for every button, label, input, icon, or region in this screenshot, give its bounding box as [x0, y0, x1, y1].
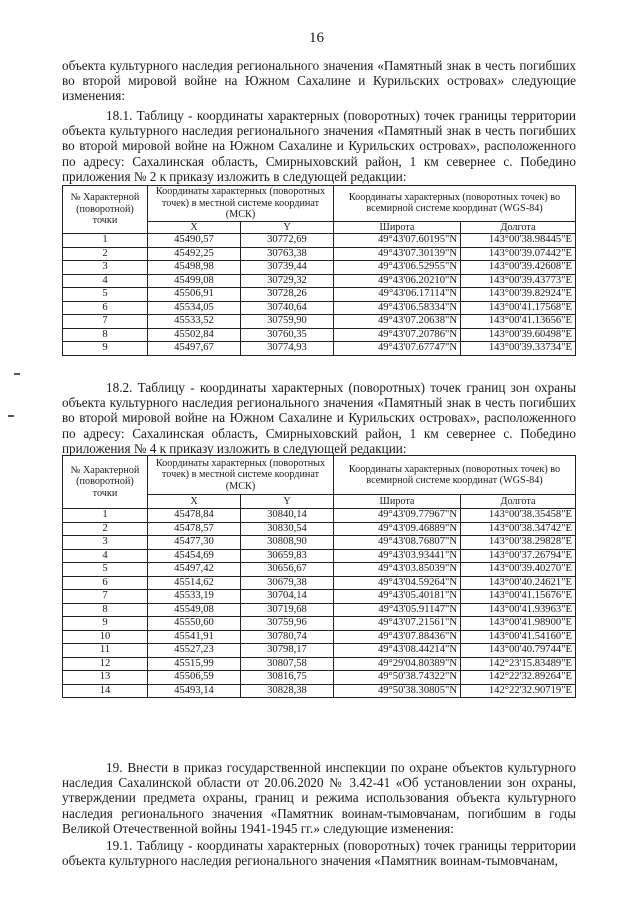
- table-row: [63, 288, 576, 302]
- header-y: Y: [241, 495, 334, 509]
- longitude-cell: 143°00'40.24621"E: [461, 576, 576, 590]
- table-row: [63, 617, 576, 631]
- longitude-cell: 143°00'39.33734"E: [461, 342, 576, 356]
- latitude-cell: 49°43'05.40181"N: [334, 590, 461, 604]
- header-longitude: Долгота: [461, 221, 576, 234]
- x-cell: 45549,08: [148, 603, 241, 617]
- table-row: [63, 590, 576, 604]
- latitude-cell: 49°43'07.60195"N: [334, 234, 461, 248]
- latitude-cell: 49°43'08.76807"N: [334, 536, 461, 550]
- latitude-cell: 49°43'07.67747"N: [334, 342, 461, 356]
- y-cell: 30828,38: [241, 684, 334, 698]
- longitude-cell: 143°00'39.40270"E: [461, 563, 576, 577]
- y-cell: 30780,74: [241, 630, 334, 644]
- longitude-cell: 143°00'39.82924"E: [461, 288, 576, 302]
- x-cell: 45534,05: [148, 301, 241, 315]
- latitude-cell: 49°43'07.20638"N: [334, 315, 461, 329]
- y-cell: 30659,83: [241, 549, 334, 563]
- x-cell: 45506,59: [148, 671, 241, 685]
- x-cell: 45533,19: [148, 590, 241, 604]
- y-cell: 30772,69: [241, 234, 334, 248]
- y-cell: 30798,17: [241, 644, 334, 658]
- longitude-cell: 143°00'39.42608"E: [461, 261, 576, 275]
- longitude-cell: 143°00'38.98445"E: [461, 234, 576, 248]
- longitude-cell: 143°00'39.60498"E: [461, 328, 576, 342]
- longitude-cell: 143°00'41.13656"E: [461, 315, 576, 329]
- table-row: [63, 328, 576, 342]
- latitude-cell: 49°43'05.91147"N: [334, 603, 461, 617]
- x-cell: 45515,99: [148, 657, 241, 671]
- table-row: [63, 509, 576, 523]
- point-number-cell: 9: [63, 617, 148, 631]
- point-number-cell: 8: [63, 603, 148, 617]
- coordinates-table-zones: [62, 455, 576, 698]
- y-cell: 30740,64: [241, 301, 334, 315]
- y-cell: 30728,26: [241, 288, 334, 302]
- x-cell: 45492,25: [148, 247, 241, 261]
- table-row: [63, 536, 576, 550]
- table-row: [63, 657, 576, 671]
- point-number-cell: 4: [63, 549, 148, 563]
- point-number-cell: 7: [63, 315, 148, 329]
- table-row: [63, 603, 576, 617]
- point-number-cell: 2: [63, 247, 148, 261]
- longitude-cell: 143°00'41.98900"E: [461, 617, 576, 631]
- point-number-cell: 13: [63, 671, 148, 685]
- intro-paragraph: объекта культурного наследия регионального значения «Памятный знак в честь погибших во второй мировой войне на Южном Сахалине и Курильских островах» следующие изменения:: [62, 58, 576, 104]
- point-number-cell: 3: [63, 536, 148, 550]
- latitude-cell: 49°43'07.30139"N: [334, 247, 461, 261]
- longitude-cell: 142°23'15.83489"E: [461, 657, 576, 671]
- paragraph-18-2: 18.2. Таблицу - координаты характерных (поворотных) точек границ зон охраны объекта культурного наследия регионального значения «Памятный знак в честь погибших во второй мировой войне на Южном Сахалине и Курильских островах», расположенного по адресу: Сахалинская область, Смирныховский район, 1 км севернее с. Победино приложения № 4 к приказу изложить в следующей редакции:: [62, 380, 576, 456]
- table-row: [63, 315, 576, 329]
- longitude-cell: 142°22'32.89264"E: [461, 671, 576, 685]
- x-cell: 45478,84: [148, 509, 241, 523]
- x-cell: 45550,60: [148, 617, 241, 631]
- latitude-cell: 49°43'06.20210"N: [334, 274, 461, 288]
- y-cell: 30719,68: [241, 603, 334, 617]
- y-cell: 30729,32: [241, 274, 334, 288]
- longitude-cell: 143°00'41.15676"E: [461, 590, 576, 604]
- latitude-cell: 49°50'38.30805"N: [334, 684, 461, 698]
- y-cell: 30759,96: [241, 617, 334, 631]
- point-number-cell: 9: [63, 342, 148, 356]
- x-cell: 45478,57: [148, 522, 241, 536]
- header-latitude: Широта: [334, 495, 461, 509]
- point-number-cell: 5: [63, 288, 148, 302]
- page-number: 16: [309, 30, 324, 46]
- point-number-cell: 4: [63, 274, 148, 288]
- paragraph-19-1: 19.1. Таблицу - координаты характерных (поворотных) точек границы территории объекта культурного наследия регионального значения «Памятник воинам-тымовчанам,: [62, 838, 576, 869]
- y-cell: 30808,90: [241, 536, 334, 550]
- x-cell: 45454,69: [148, 549, 241, 563]
- header-y: Y: [241, 221, 334, 234]
- longitude-cell: 143°00'39.43773"E: [461, 274, 576, 288]
- table-row: [63, 234, 576, 248]
- header-point-number: № Характерной (поворотной) точки: [63, 456, 148, 509]
- y-cell: 30760,35: [241, 328, 334, 342]
- x-cell: 45541,91: [148, 630, 241, 644]
- point-number-cell: 10: [63, 630, 148, 644]
- header-x: X: [148, 495, 241, 509]
- latitude-cell: 49°43'04.59264"N: [334, 576, 461, 590]
- latitude-cell: 49°29'04.80389"N: [334, 657, 461, 671]
- longitude-cell: 143°00'38.34742"E: [461, 522, 576, 536]
- y-cell: 30763,38: [241, 247, 334, 261]
- table-row: [63, 563, 576, 577]
- x-cell: 45497,42: [148, 563, 241, 577]
- latitude-cell: 49°43'09.46889"N: [334, 522, 461, 536]
- header-wgs: Координаты характерных (поворотных точек) во всемирной системе координат (WGS-84): [334, 456, 576, 495]
- latitude-cell: 49°43'06.52955"N: [334, 261, 461, 275]
- header-msk: Координаты характерных (поворотных точек) в местной системе координат (МСК): [148, 186, 334, 222]
- y-cell: 30679,38: [241, 576, 334, 590]
- longitude-cell: 142°22'32.90719"E: [461, 684, 576, 698]
- table-row: [63, 684, 576, 698]
- y-cell: 30840,14: [241, 509, 334, 523]
- latitude-cell: 49°43'07.88436"N: [334, 630, 461, 644]
- point-number-cell: 14: [63, 684, 148, 698]
- y-cell: 30739,44: [241, 261, 334, 275]
- header-longitude: Долгота: [461, 495, 576, 509]
- x-cell: 45502,84: [148, 328, 241, 342]
- x-cell: 45493,14: [148, 684, 241, 698]
- x-cell: 45497,67: [148, 342, 241, 356]
- y-cell: 30656,67: [241, 563, 334, 577]
- point-number-cell: 2: [63, 522, 148, 536]
- latitude-cell: 49°43'09.77967"N: [334, 509, 461, 523]
- latitude-cell: 49°43'08.44214"N: [334, 644, 461, 658]
- point-number-cell: 3: [63, 261, 148, 275]
- table-row: [63, 671, 576, 685]
- table-body: [63, 234, 576, 356]
- table-row: [63, 274, 576, 288]
- y-cell: 30704,14: [241, 590, 334, 604]
- table-row: [63, 644, 576, 658]
- x-cell: 45498,98: [148, 261, 241, 275]
- header-wgs: Координаты характерных (поворотных точек) во всемирной системе координат (WGS-84): [334, 186, 576, 222]
- x-cell: 45514,62: [148, 576, 241, 590]
- point-number-cell: 11: [63, 644, 148, 658]
- table-row: [63, 247, 576, 261]
- latitude-cell: 49°43'07.21561"N: [334, 617, 461, 631]
- x-cell: 45506,91: [148, 288, 241, 302]
- longitude-cell: 143°00'41.17568"E: [461, 301, 576, 315]
- longitude-cell: 143°00'41.93963"E: [461, 603, 576, 617]
- point-number-cell: 1: [63, 234, 148, 248]
- longitude-cell: 143°00'37.26794"E: [461, 549, 576, 563]
- longitude-cell: 143°00'41.54160"E: [461, 630, 576, 644]
- scan-mark: [8, 415, 14, 417]
- longitude-cell: 143°00'39.07442"E: [461, 247, 576, 261]
- point-number-cell: 6: [63, 301, 148, 315]
- x-cell: 45533,52: [148, 315, 241, 329]
- table-row: [63, 342, 576, 356]
- table-row: [63, 630, 576, 644]
- header-x: X: [148, 221, 241, 234]
- table-row: [63, 522, 576, 536]
- point-number-cell: 8: [63, 328, 148, 342]
- scan-mark: [14, 373, 20, 375]
- table-row: [63, 549, 576, 563]
- point-number-cell: 7: [63, 590, 148, 604]
- y-cell: 30807,58: [241, 657, 334, 671]
- header-point-number: № Характерной (поворотной) точки: [63, 186, 148, 234]
- paragraph-19: 19. Внести в приказ государственной инспекции по охране объектов культурного наследия Сахалинской области от 20.06.2020 № 3.42-41 «Об установлении зон охраны, утверждении предмета охраны, границ и режима использования объекта культурного наследия регионального значения «Памятник воинам-тымовчанам, погибшим в годы Великой Отечественной войны 1941-1945 гг.» следующие изменения:: [62, 760, 576, 836]
- latitude-cell: 49°50'38.74322"N: [334, 671, 461, 685]
- x-cell: 45490,57: [148, 234, 241, 248]
- y-cell: 30830,54: [241, 522, 334, 536]
- latitude-cell: 49°43'03.93441"N: [334, 549, 461, 563]
- header-msk: Координаты характерных (поворотных точек) в местной системе координат (МСК): [148, 456, 334, 495]
- latitude-cell: 49°43'06.58334"N: [334, 301, 461, 315]
- table-row: [63, 576, 576, 590]
- y-cell: 30759,90: [241, 315, 334, 329]
- x-cell: 45499,08: [148, 274, 241, 288]
- table-row: [63, 261, 576, 275]
- header-latitude: Широта: [334, 221, 461, 234]
- latitude-cell: 49°43'07.20786"N: [334, 328, 461, 342]
- table-row: [63, 301, 576, 315]
- y-cell: 30774,93: [241, 342, 334, 356]
- point-number-cell: 6: [63, 576, 148, 590]
- latitude-cell: 49°43'03.85039"N: [334, 563, 461, 577]
- latitude-cell: 49°43'06.17114"N: [334, 288, 461, 302]
- table-body: [63, 509, 576, 698]
- x-cell: 45527,23: [148, 644, 241, 658]
- point-number-cell: 12: [63, 657, 148, 671]
- longitude-cell: 143°00'38.35458"E: [461, 509, 576, 523]
- coordinates-table-territory: [62, 185, 576, 356]
- point-number-cell: 1: [63, 509, 148, 523]
- y-cell: 30816,75: [241, 671, 334, 685]
- paragraph-18-1: 18.1. Таблицу - координаты характерных (поворотных) точек границы территории объекта культурного наследия регионального значения «Памятный знак в честь погибших во второй мировой войне на Южном Сахалине и Курильских островах», расположенного по адресу: Сахалинская область, Смирныховский район, 1 км севернее с. Победино приложения № 2 к приказу изложить в следующей редакции:: [62, 108, 576, 184]
- x-cell: 45477,30: [148, 536, 241, 550]
- longitude-cell: 143°00'38.29828"E: [461, 536, 576, 550]
- point-number-cell: 5: [63, 563, 148, 577]
- longitude-cell: 143°00'40.79744"E: [461, 644, 576, 658]
